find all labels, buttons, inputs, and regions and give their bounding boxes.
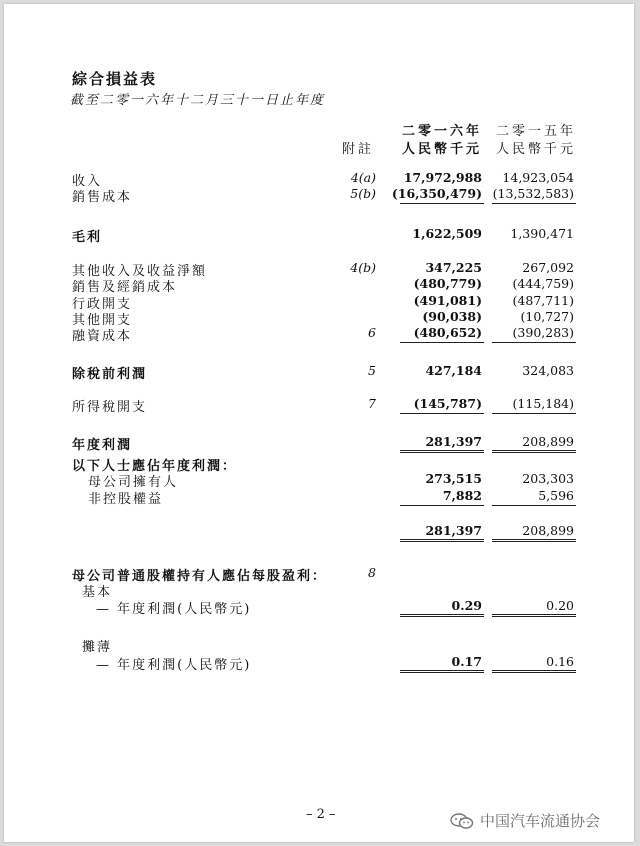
value-2015-finance-costs: (390,283) (512, 325, 574, 340)
value-2016-cost-of-sales: (16,350,479) (391, 186, 482, 201)
row-label-diluted: 攤薄 (82, 640, 113, 655)
row-label-eps-heading: 母公司普通股權持有人應佔每股盈利： (72, 569, 328, 584)
value-2016-profit-before-tax: 427,184 (425, 363, 482, 378)
row-label-nci: 非控股權益 (88, 492, 164, 507)
subtotal-rule (492, 413, 576, 414)
value-2015-selling-costs: (444,759) (512, 276, 574, 291)
value-2015-income-tax: (115,184) (512, 396, 574, 411)
subtotal-rule (400, 342, 484, 343)
row-note-finance-costs: 6 (368, 325, 376, 340)
row-label-selling-costs: 銷售及經銷成本 (72, 280, 178, 295)
col-2016-unit: 人民幣千元 (402, 142, 483, 157)
value-2016-diluted-eps: 0.17 (451, 654, 482, 669)
value-2016-profit-for-year: 281,397 (425, 434, 482, 449)
row-note-revenue: 4(a) (350, 170, 376, 185)
row-label-owners: 母公司擁有人 (88, 475, 179, 490)
value-2015-profit-for-year: 208,899 (522, 434, 574, 449)
value-2016-nci: 7,882 (442, 488, 482, 503)
statement-title: 綜合損益表 (72, 70, 158, 88)
subtotal-rule (400, 413, 484, 414)
row-note-cost-of-sales: 5(b) (350, 186, 376, 201)
watermark (450, 810, 600, 831)
row-label-income-tax: 所得稅開支 (72, 400, 148, 415)
row-label-gross-profit: 毛利 (72, 230, 103, 245)
document-page (4, 4, 634, 842)
value-2016-total-attributable: 281,397 (425, 523, 482, 538)
value-2015-other-income: 267,092 (522, 260, 574, 275)
total-double-rule (492, 614, 576, 617)
row-label-admin-expenses: 行政開支 (72, 297, 133, 312)
page-number: – 2 – (306, 807, 336, 822)
value-2016-revenue: 17,972,988 (403, 170, 482, 185)
row-label-cost-of-sales: 銷售成本 (72, 190, 133, 205)
value-2015-basic-eps: 0.20 (546, 598, 574, 613)
value-2015-profit-before-tax: 324,083 (522, 363, 574, 378)
total-double-rule (400, 670, 484, 673)
value-2016-admin-expenses: (491,081) (413, 293, 482, 308)
row-label-basic: 基本 (82, 585, 113, 600)
row-label-profit-before-tax: 除稅前利潤 (72, 367, 148, 382)
row-note-profit-before-tax: 5 (368, 363, 376, 378)
value-2015-admin-expenses: (487,711) (512, 293, 574, 308)
row-label-attributable-heading: 以下人士應佔年度利潤： (72, 459, 238, 474)
value-2015-other-expenses: (10,727) (520, 309, 574, 324)
col-2015-unit: 人民幣千元 (496, 142, 577, 157)
row-label-revenue: 收入 (72, 174, 103, 189)
value-2015-diluted-eps: 0.16 (546, 654, 574, 669)
wechat-icon (450, 813, 474, 829)
row-note-other-income: 4(b) (350, 260, 376, 275)
row-label-diluted-eps: — 年度利潤(人民幣元) (96, 658, 252, 673)
value-2016-basic-eps: 0.29 (451, 598, 482, 613)
note-header: 附註 (342, 142, 375, 157)
row-note-eps: 8 (368, 565, 376, 580)
total-double-rule (400, 614, 484, 617)
value-2016-owners: 273,515 (425, 471, 482, 486)
subtotal-rule (400, 203, 484, 204)
value-2015-cost-of-sales: (13,532,583) (492, 186, 574, 201)
total-double-rule (492, 670, 576, 673)
value-2015-gross-profit: 1,390,471 (510, 226, 574, 241)
value-2015-total-attributable: 208,899 (522, 523, 574, 538)
total-double-rule (492, 450, 576, 453)
statement-subtitle: 截至二零一六年十二月三十一日止年度 (70, 93, 326, 108)
col-2015-year: 二零一五年 (496, 124, 577, 139)
value-2015-owners: 203,303 (522, 471, 574, 486)
total-double-rule (492, 539, 576, 542)
row-label-finance-costs: 融資成本 (72, 329, 133, 344)
row-label-basic-eps: — 年度利潤(人民幣元) (96, 602, 252, 617)
subtotal-rule (492, 342, 576, 343)
value-2016-finance-costs: (480,652) (413, 325, 482, 340)
col-2016-year: 二零一六年 (402, 124, 483, 139)
subtotal-rule (400, 505, 484, 506)
watermark-text: 中国汽车流通协会 (480, 812, 601, 830)
value-2015-nci: 5,596 (538, 488, 574, 503)
row-note-income-tax: 7 (368, 396, 376, 411)
row-label-profit-for-year: 年度利潤 (72, 438, 133, 453)
value-2016-income-tax: (145,787) (413, 396, 482, 411)
value-2016-gross-profit: 1,622,509 (412, 226, 482, 241)
subtotal-rule (492, 505, 576, 506)
value-2016-other-income: 347,225 (425, 260, 482, 275)
total-double-rule (400, 450, 484, 453)
total-double-rule (400, 539, 484, 542)
row-label-other-income: 其他收入及收益淨額 (72, 264, 208, 279)
value-2015-revenue: 14,923,054 (502, 170, 574, 185)
value-2016-selling-costs: (480,779) (413, 276, 482, 291)
subtotal-rule (492, 203, 576, 204)
value-2016-other-expenses: (90,038) (422, 309, 482, 324)
row-label-other-expenses: 其他開支 (72, 313, 133, 328)
